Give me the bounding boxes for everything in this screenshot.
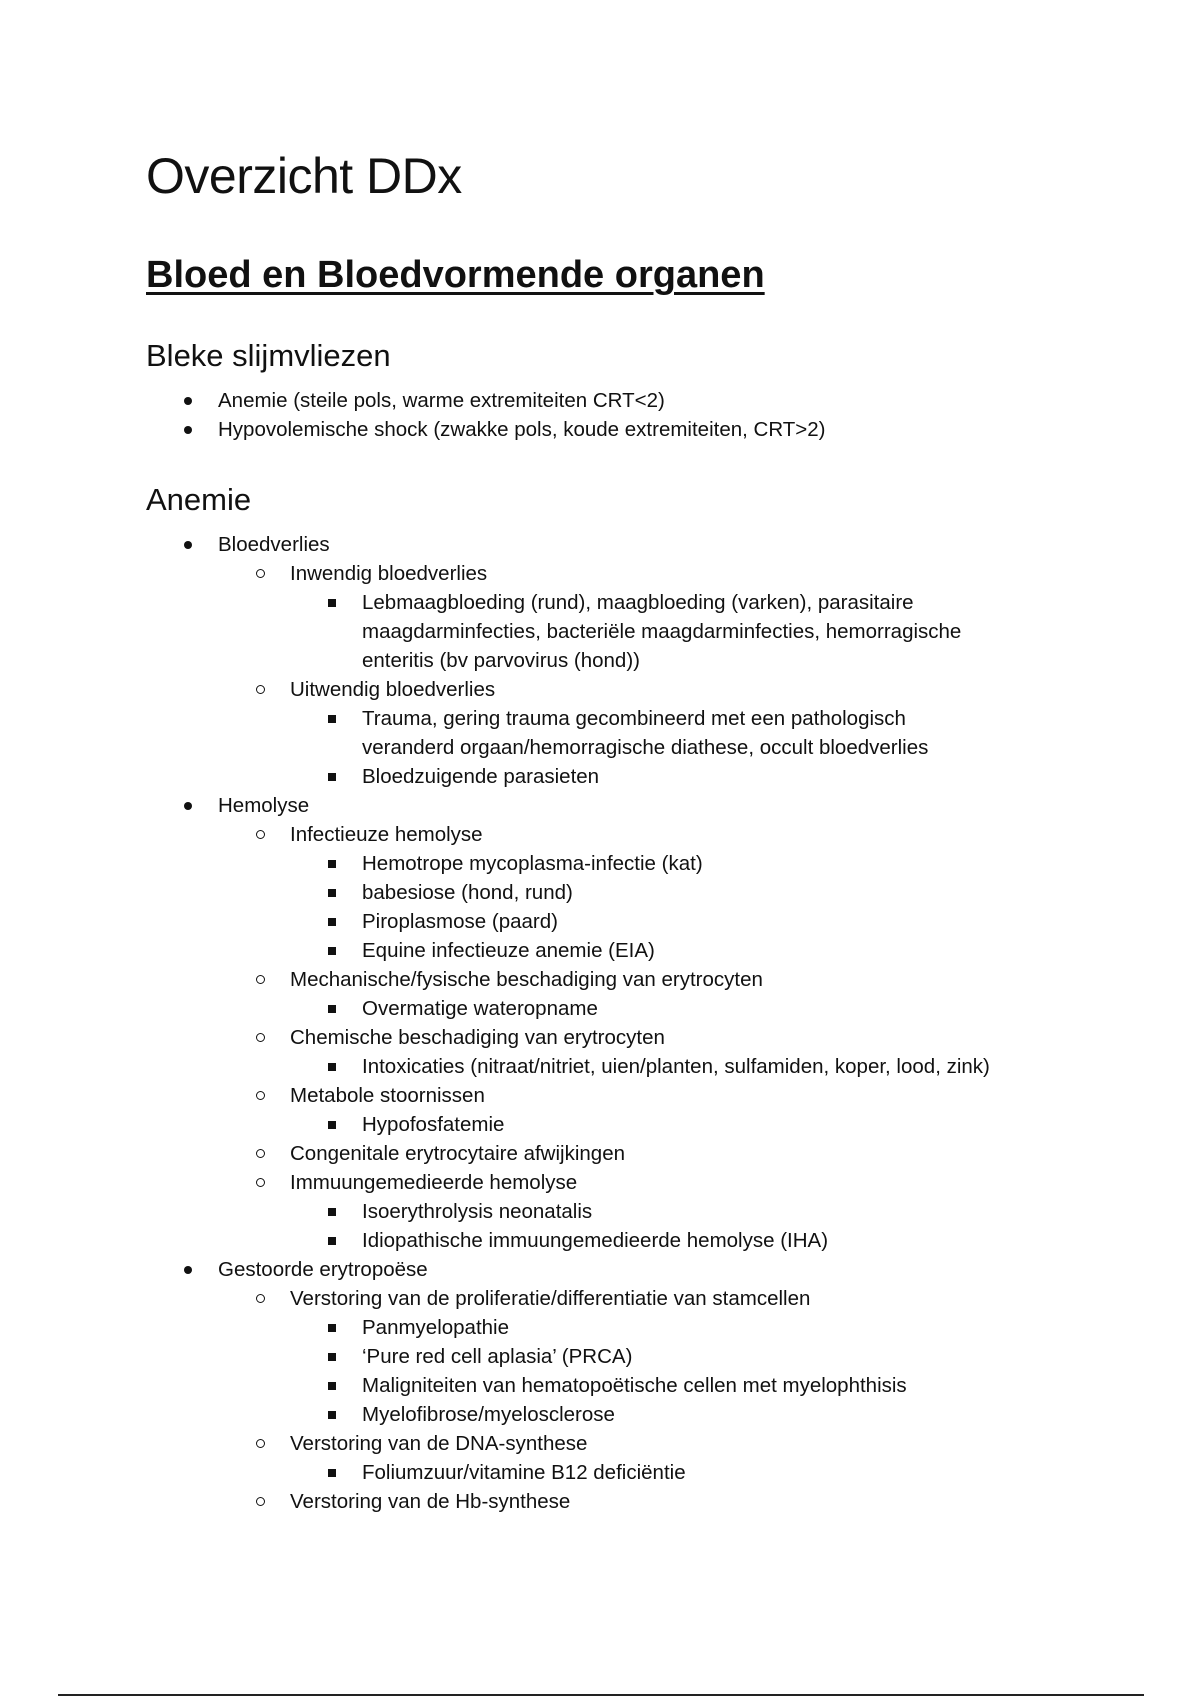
bullet-square-icon bbox=[328, 1005, 336, 1013]
document-title: Overzicht DDx bbox=[146, 148, 462, 204]
list-item: babesiose (hond, rund) bbox=[146, 878, 1106, 907]
list-item: Anemie (steile pols, warme extremiteiten CRT<2) bbox=[146, 386, 1106, 415]
sublist bbox=[290, 1197, 1106, 1255]
list-item: Panmyelopathie bbox=[146, 1313, 1106, 1342]
list-item: Hypovolemische shock (zwakke pols, koude extremiteiten, CRT>2) bbox=[146, 415, 1106, 444]
subheading-anemie: Anemie bbox=[146, 482, 252, 517]
bullet-circle-icon bbox=[256, 1497, 265, 1506]
list-item-hemolyse: Hemolyse Infectieuze hemolyse Hemotrope mycoplasma-infectie (kat) babesiose (hond, rund) Piroplasmose (paard) Equine infectieuze anemie (EIA) Mechanische/fysische beschadiging van erytrocyten Overmatige wateropname Chemische beschadiging van erytrocyten Intoxicaties (nitraat/nitriet, uien/planten, sulfamiden, koper, lood, zink) Metabole stoornissen Hypofosfatemie Congenitale erytrocytaire afwijkingen Immuungemedieerde hemolyse Isoerythrolysis neonatalis Idiopathische immuungemedieerde hemolyse (IHA) bbox=[146, 791, 1106, 1255]
bullet-square-icon bbox=[328, 1237, 336, 1245]
list-item: Inwendig bloedverlies Lebmaagbloeding (rund), maagbloeding (varken), parasitaire maagdarminfecties, bacteriële maagdarminfecties, hemorragische enteritis (bv parvovirus (hond)) bbox=[146, 559, 1106, 675]
bullet-square-icon bbox=[328, 1208, 336, 1216]
sublist bbox=[218, 820, 1106, 1255]
list-item: Uitwendig bloedverlies Trauma, gering trauma gecombineerd met een pathologisch veranderd orgaan/hemorragische diathese, occult bloedverlies Bloedzuigende parasieten bbox=[146, 675, 1106, 791]
list-item: Intoxicaties (nitraat/nitriet, uien/planten, sulfamiden, koper, lood, zink) bbox=[146, 1052, 1106, 1081]
sublist bbox=[290, 1110, 1106, 1139]
list-item: Foliumzuur/vitamine B12 deficiëntie bbox=[146, 1458, 1106, 1487]
list-item: Mechanische/fysische beschadiging van erytrocyten Overmatige wateropname bbox=[146, 965, 1106, 1023]
sublist bbox=[290, 1052, 1106, 1081]
list-item: Trauma, gering trauma gecombineerd met een pathologisch veranderd orgaan/hemorragische diathese, occult bloedverlies bbox=[146, 704, 1106, 762]
footer-divider bbox=[58, 1694, 1144, 1696]
bullet-square-icon bbox=[328, 599, 336, 607]
list-item: Congenitale erytrocytaire afwijkingen bbox=[146, 1139, 1106, 1168]
list-item: Hemotrope mycoplasma-infectie (kat) bbox=[146, 849, 1106, 878]
list-item-bloedverlies: Bloedverlies Inwendig bloedverlies Lebmaagbloeding (rund), maagbloeding (varken), parasitaire maagdarminfecties, bacteriële maagdarminfecties, hemorragische enteritis (bv parvovirus (hond)) Uitwendig bloedverlies Trauma, gering trauma gecombineerd met een pathologisch veranderd orgaan/hemorragische diathese, occult bloedverlies Bloedzuigende parasieten bbox=[146, 530, 1106, 791]
bullet-circle-icon bbox=[256, 685, 265, 694]
bullet-square-icon bbox=[328, 1469, 336, 1477]
list-item: ‘Pure red cell aplasia’ (PRCA) bbox=[146, 1342, 1106, 1371]
bullet-square-icon bbox=[328, 1382, 336, 1390]
list-item: Isoerythrolysis neonatalis bbox=[146, 1197, 1106, 1226]
list-item: Hypofosfatemie bbox=[146, 1110, 1106, 1139]
bullet-square-icon bbox=[328, 773, 336, 781]
list-item: Bloedzuigende parasieten bbox=[146, 762, 1106, 791]
bullet-square-icon bbox=[328, 1063, 336, 1071]
sublist bbox=[290, 704, 1106, 791]
bullet-square-icon bbox=[328, 1411, 336, 1419]
sublist bbox=[290, 849, 1106, 965]
list-item: Verstoring van de proliferatie/differentiatie van stamcellen Panmyelopathie ‘Pure red cell aplasia’ (PRCA) Maligniteiten van hematopoëtische cellen met myelophthisis Myelofibrose/myelosclerose bbox=[146, 1284, 1106, 1429]
bullet-square-icon bbox=[328, 918, 336, 926]
bullet-square-icon bbox=[328, 1324, 336, 1332]
bleke-list bbox=[146, 386, 1106, 444]
list-item: Infectieuze hemolyse Hemotrope mycoplasma-infectie (kat) babesiose (hond, rund) Piroplasmose (paard) Equine infectieuze anemie (EIA) bbox=[146, 820, 1106, 965]
sublist bbox=[218, 1284, 1106, 1516]
bullet-square-icon bbox=[328, 1353, 336, 1361]
list-item: Overmatige wateropname bbox=[146, 994, 1106, 1023]
section-heading: Bloed en Bloedvormende organen bbox=[146, 254, 765, 296]
bullet-disc-icon bbox=[184, 541, 192, 549]
list-item: Equine infectieuze anemie (EIA) bbox=[146, 936, 1106, 965]
document-page bbox=[146, 140, 1106, 1516]
bullet-square-icon bbox=[328, 860, 336, 868]
subheading-bleke-slijmvliezen: Bleke slijmvliezen bbox=[146, 338, 391, 373]
list-item: Idiopathische immuungemedieerde hemolyse (IHA) bbox=[146, 1226, 1106, 1255]
bullet-disc-icon bbox=[184, 426, 192, 434]
bullet-disc-icon bbox=[184, 802, 192, 810]
sublist bbox=[290, 1458, 1106, 1487]
bullet-square-icon bbox=[328, 715, 336, 723]
sublist bbox=[290, 588, 1106, 675]
bullet-square-icon bbox=[328, 1121, 336, 1129]
bullet-square-icon bbox=[328, 889, 336, 897]
list-item: Immuungemedieerde hemolyse Isoerythrolysis neonatalis Idiopathische immuungemedieerde hemolyse (IHA) bbox=[146, 1168, 1106, 1255]
list-item: Verstoring van de DNA-synthese Foliumzuur/vitamine B12 deficiëntie bbox=[146, 1429, 1106, 1487]
bullet-circle-icon bbox=[256, 1439, 265, 1448]
bullet-circle-icon bbox=[256, 1178, 265, 1187]
bullet-circle-icon bbox=[256, 569, 265, 578]
list-item: Maligniteiten van hematopoëtische cellen met myelophthisis bbox=[146, 1371, 1106, 1400]
anemie-list bbox=[146, 530, 1106, 1516]
bullet-circle-icon bbox=[256, 1033, 265, 1042]
bullet-circle-icon bbox=[256, 830, 265, 839]
list-item: Verstoring van de Hb-synthese bbox=[146, 1487, 1106, 1516]
bullet-circle-icon bbox=[256, 975, 265, 984]
bullet-circle-icon bbox=[256, 1149, 265, 1158]
bullet-square-icon bbox=[328, 947, 336, 955]
list-item: Metabole stoornissen Hypofosfatemie bbox=[146, 1081, 1106, 1139]
bullet-circle-icon bbox=[256, 1294, 265, 1303]
bullet-circle-icon bbox=[256, 1091, 265, 1100]
sublist bbox=[218, 559, 1106, 791]
bullet-disc-icon bbox=[184, 397, 192, 405]
list-item: Lebmaagbloeding (rund), maagbloeding (varken), parasitaire maagdarminfecties, bacteriële maagdarminfecties, hemorragische enteritis (bv parvovirus (hond)) bbox=[146, 588, 1106, 675]
list-item: Chemische beschadiging van erytrocyten Intoxicaties (nitraat/nitriet, uien/planten, sulfamiden, koper, lood, zink) bbox=[146, 1023, 1106, 1081]
list-item: Myelofibrose/myelosclerose bbox=[146, 1400, 1106, 1429]
sublist bbox=[290, 994, 1106, 1023]
list-item-erytropoese: Gestoorde erytropoëse Verstoring van de proliferatie/differentiatie van stamcellen Panmyelopathie ‘Pure red cell aplasia’ (PRCA) Maligniteiten van hematopoëtische cellen met myelophthisis Myelofibrose/myelosclerose Verstoring van de DNA-synthese Foliumzuur/vitamine B12 deficiëntie Verstoring van de Hb-synthese bbox=[146, 1255, 1106, 1516]
sublist bbox=[290, 1313, 1106, 1429]
list-item: Piroplasmose (paard) bbox=[146, 907, 1106, 936]
bullet-disc-icon bbox=[184, 1266, 192, 1274]
